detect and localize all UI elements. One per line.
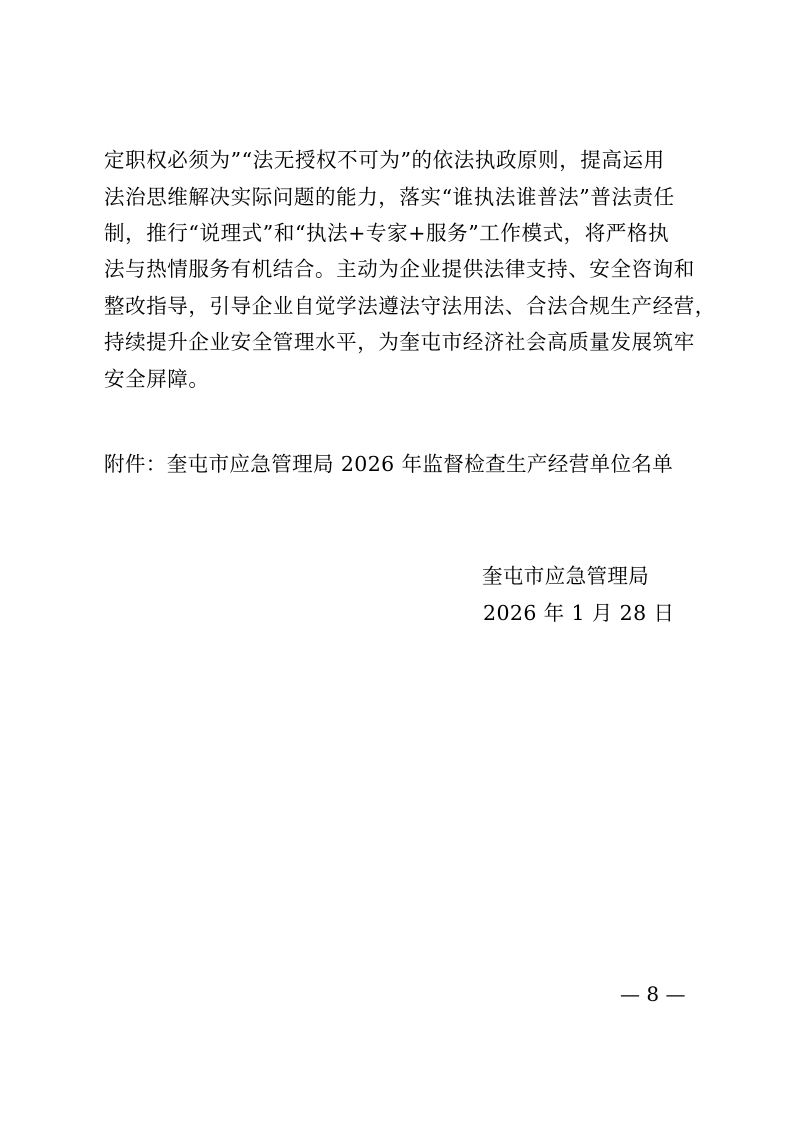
body-text-line: 安全屏障。 <box>104 367 210 391</box>
body-text-line: 法治思维解决实际问题的能力，落实“谁执法谁普法”普法责任 <box>104 185 675 209</box>
body-text-line: 法与热情服务有机结合。主动为企业提供法律支持、安全咨询和 <box>104 257 695 281</box>
body-text-line: 制，推行“说理式”和“执法+专家+服务”工作模式，将严格执 <box>104 221 670 245</box>
body-text-line: 整改指导，引导企业自觉学法遵法守法用法、合法合规生产经营， <box>104 294 716 318</box>
attachment-note: 附件：奎屯市应急管理局 2026 年监督检查生产经营单位名单 <box>104 452 674 476</box>
body-text-line: 持续提升企业安全管理水平，为奎屯市经济社会高质量发展筑牢 <box>104 330 695 354</box>
page-number: — 8 — <box>620 982 686 1006</box>
issuer-signature: 奎屯市应急管理局 <box>482 564 650 588</box>
body-text-line: 定职权必须为”“法无授权不可为”的依法执政原则，提高运用 <box>104 148 665 172</box>
issue-date: 2026 年 1 月 28 日 <box>483 601 675 625</box>
